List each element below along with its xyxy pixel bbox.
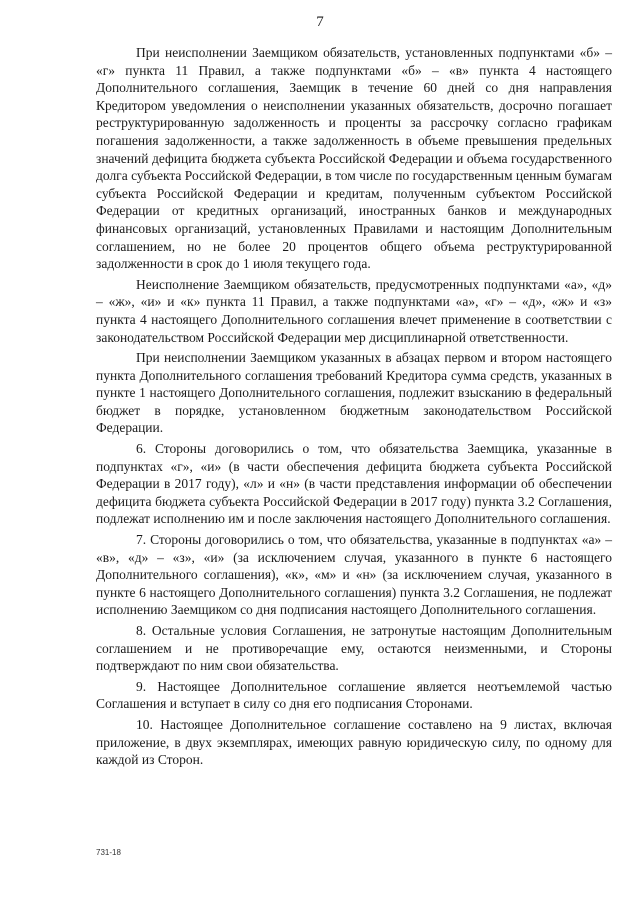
paragraph-clause-8: 8. Остальные условия Соглашения, не затронутые настоящим Дополнительным соглашением и не противоречащие ему, остаются неизменными, и Стороны подтверждают по ним свои обязательства. [96, 623, 612, 674]
paragraph-clause-9: 9. Настоящее Дополнительное соглашение является неотъемлемой частью Соглашения и вступает в силу со дня его подписания Сторонами. [96, 678, 612, 712]
paragraph-disciplinary-liability: Неисполнение Заемщиком обязательств, предусмотренных подпунктами «а», «д» – «ж», «и» и «к» пункта 11 Правил, а также подпунктами «а», «г» – «д», «ж» и «з» пункта 4 настоящего Дополнительного соглашения влечет применение в соответствии с законодательством Российской Федерации мер дисциплинарной ответственности. [96, 276, 612, 345]
paragraph-recovery-to-budget: При неисполнении Заемщиком указанных в абзацах первом и втором настоящего пункта Дополнительного соглашения требований Кредитора сумма средств, указанных в пункте 1 настоящего Дополнительного соглашения, подлежит взысканию в федеральный бюджет в порядке, установленном бюджетным законодательством Российской Федерации. [96, 350, 612, 436]
document-body [96, 44, 612, 772]
paragraph-nonfulfillment-repayment: При неисполнении Заемщиком обязательств, установленных подпунктами «б» – «г» пункта 11 Правил, а также подпунктами «б» – «в» пункта 4 настоящего Дополнительного соглашения, Заемщик в течение 60 дней со дня направления Кредитором уведомления о неисполнении указанных обязательств, досрочно погашает реструктурированную задолженность и проценты за рассрочку согласно графикам погашения задолженности, а также задолженность в объеме превышения предельных значений дефицита бюджета субъекта Российской Федерации и объема государственного долга субъекта Российской Федерации, в том числе по государственным ценным бумагам субъекта Российской Федерации и кредитам, полученным субъектом Российской Федерации от кредитных организаций, иностранных банков и международных финансовых организаций, установленных Правилами и настоящим Дополнительным соглашением, но не более 20 процентов общего объема реструктурированной задолженности в срок до 1 июля текущего года. [96, 45, 612, 272]
paragraph-clause-10: 10. Настоящее Дополнительное соглашение составлено на 9 листах, включая приложение, в двух экземплярах, имеющих равную юридическую силу, по одному для каждой из Сторон. [96, 716, 612, 768]
paragraph-clause-6: 6. Стороны договорились о том, что обязательства Заемщика, указанные в подпунктах «г», «и» (в части обеспечения дефицита бюджета субъекта Российской Федерации в 2017 году), «л» и «н» (в части представления информации об обеспечении дефицита бюджета субъекта Российской Федерации в 2017 году) пункта 3.2 Соглашения, подлежат исполнению им и после заключения настоящего Дополнительного соглашения. [96, 441, 612, 527]
page-number: 7 [316, 14, 324, 30]
footer-code: 731-18 [96, 848, 121, 857]
paragraph-clause-7: 7. Стороны договорились о том, что обязательства, указанные в подпунктах «а» – «в», «д» – «з», «и» (за исключением случая, указанного в пункте 6 настоящего Дополнительного соглашения), «к», «м» и «н» (за исключением случая, указанного в пункте 6 настоящего Дополнительного соглашения) пункта 3.2 Соглашения, не подлежат исполнению Заемщиком со дня подписания настоящего Дополнительного соглашения. [96, 532, 612, 618]
